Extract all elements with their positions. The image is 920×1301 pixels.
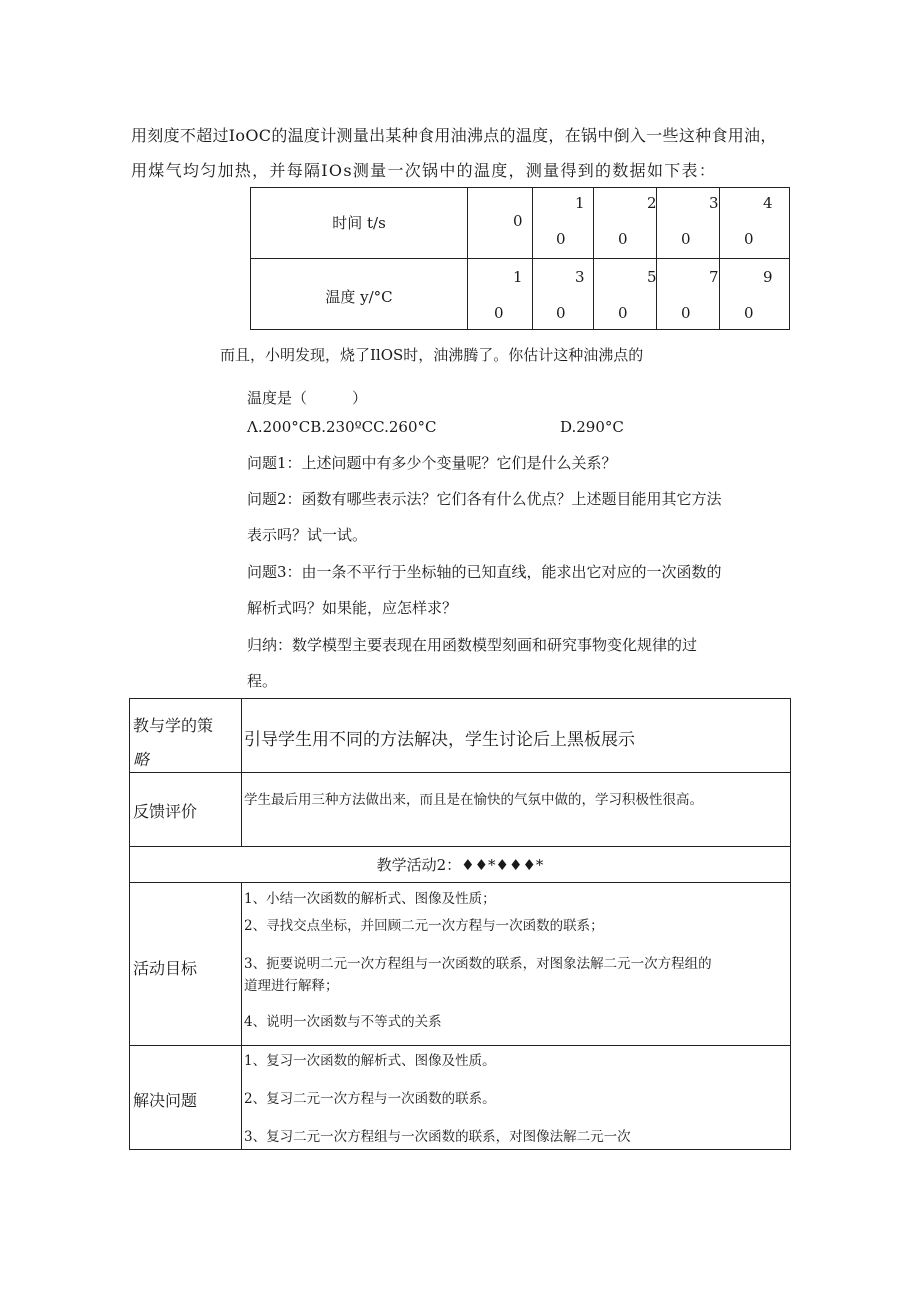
summary-line-1: 归纳：数学模型主要表现在用函数模型刻画和研究事物变化规律的过 (247, 636, 698, 654)
problem-2-line-2: 表示吗？试一试。 (247, 526, 368, 544)
time-cell-3-bottom: 0 (618, 230, 628, 248)
goal-item-3: 3、扼要说明二元一次方程组与一次函数的联系，对图象法解二元一次方程组的 (244, 956, 712, 972)
answer-options-abc: Λ.200°CB.230ºCC.260°C (247, 418, 437, 436)
strategy-label-line-1: 教与学的策 (133, 716, 214, 735)
strategy-text: 引导学生用不同的方法解决，学生讨论后上黑板展示 (244, 730, 635, 750)
goals-label: 活动目标 (133, 959, 198, 978)
problem-3-line-1: 问题3：由一条不平行于坐标轴的已知直线，能求出它对应的一次函数的 (247, 563, 722, 581)
time-cell-4-bottom: 0 (681, 230, 691, 248)
temp-cell-5-bottom: 0 (744, 304, 754, 322)
temp-cell-1-bottom: 0 (494, 304, 504, 322)
time-cell-2-bottom: 0 (556, 230, 566, 248)
goal-item-2: 2、寻找交点坐标，并回顾二元一次方程与一次函数的联系； (244, 918, 604, 934)
answer-option-d: D.290°C (560, 418, 624, 436)
feedback-label: 反馈评价 (133, 802, 198, 821)
activity-title: 教学活动2：♦♦*♦♦♦* (376, 856, 544, 874)
time-cell-3-top: 2 (647, 194, 657, 212)
time-cell-1: 0 (513, 212, 523, 230)
goal-item-3-cont: 道理进行解释； (244, 978, 339, 994)
solve-label: 解决问题 (133, 1091, 198, 1110)
temp-cell-4-bottom: 0 (681, 304, 691, 322)
time-cell-5-top: 4 (763, 194, 773, 212)
temp-cell-2-bottom: 0 (556, 304, 566, 322)
temp-cell-3-top: 5 (647, 268, 657, 286)
temp-cell-3-bottom: 0 (618, 304, 628, 322)
solve-item-2: 2、复习二元一次方程与一次函数的联系。 (244, 1091, 496, 1107)
temp-cell-1-top: 1 (513, 268, 523, 286)
strategy-label-line-2: 略 (133, 750, 150, 769)
time-cell-5-bottom: 0 (744, 230, 754, 248)
time-cell-2-top: 1 (575, 194, 585, 212)
temperature-header: 温度 y/°C (325, 288, 393, 306)
intro-line-2: 用煤气均匀加热，并每隔IOs测量一次锅中的温度，测量得到的数据如下表： (131, 161, 717, 180)
solve-item-3: 3、复习二元一次方程组与一次函数的联系，对图像法解二元一次 (244, 1129, 631, 1145)
time-header: 时间 t/s (332, 214, 386, 232)
time-temperature-table (250, 187, 790, 330)
feedback-text: 学生最后用三种方法做出来，而且是在愉快的气氛中做的，学习积极性很高。 (244, 792, 703, 808)
question-line-1: 而且，小明发现，烧了IlOS时，油沸腾了。你估计这种油沸点的 (220, 346, 644, 364)
problem-2-line-1: 问题2：函数有哪些表示法？它们各有什么优点？上述题目能用其它方法 (247, 490, 722, 508)
goal-item-1: 1、小结一次函数的解析式、图像及性质； (244, 891, 496, 907)
solve-item-1: 1、复习一次函数的解析式、图像及性质。 (244, 1053, 496, 1069)
goal-item-4: 4、说明一次函数与不等式的关系 (244, 1014, 442, 1030)
temp-cell-4-top: 7 (709, 268, 719, 286)
time-cell-4-top: 3 (709, 194, 719, 212)
temp-cell-2-top: 3 (575, 268, 585, 286)
problem-1: 问题1：上述问题中有多少个变量呢？它们是什么关系？ (247, 454, 617, 472)
lesson-plan-table (129, 698, 791, 1150)
temp-cell-5-top: 9 (763, 268, 773, 286)
question-line-2: 温度是（ ） (247, 389, 368, 407)
intro-line-1: 用刻度不超过IoOC的温度计测量出某种食用油沸点的温度，在锅中倒入一些这种食用油， (131, 126, 777, 145)
summary-line-2: 程。 (247, 672, 278, 690)
problem-3-line-2: 解析式吗？如果能，应怎样求？ (247, 599, 458, 617)
